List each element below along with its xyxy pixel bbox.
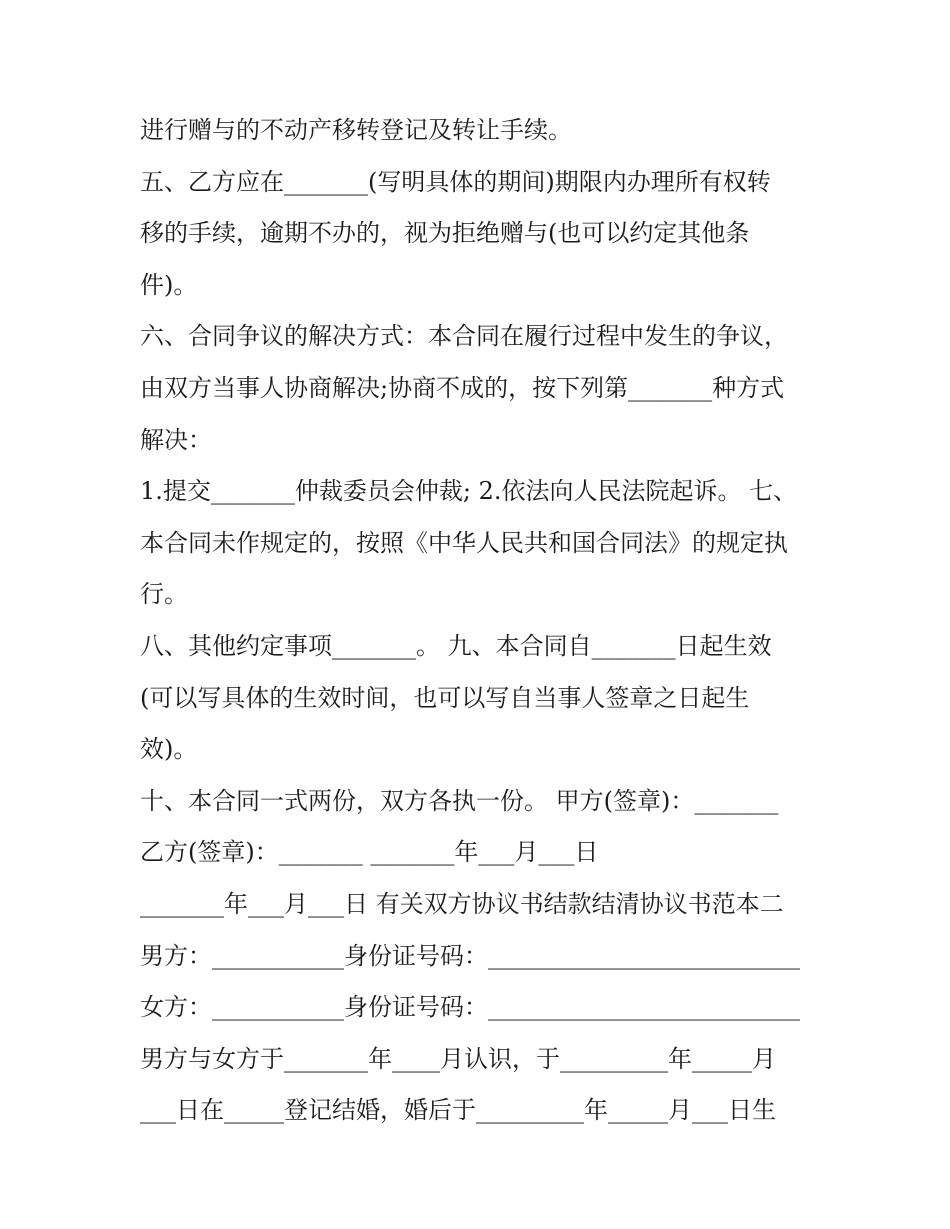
text-line: 1.提交_______仲裁委员会仲裁; 2.依法向人民法院起诉。 七、 [140,477,798,506]
text-line: 六、合同争议的解决方式：本合同在履行过程中发生的争议， [140,322,788,351]
text-line: 件)。 [140,270,198,299]
document-body [140,108,820,1140]
text-line: 本合同未作规定的，按照《中华人民共和国合同法》的规定执 [140,528,788,557]
text-line: 由双方当事人协商解决;协商不成的，按下列第_______种方式 [140,373,785,402]
text-line: 女方：___________身份证号码：__________________________ [140,993,800,1022]
text-line: 效)。 [140,735,198,764]
text-line: 男方与女方于_______年____月认识，于_________年_____月 [140,1044,776,1073]
text-line: 男方：___________身份证号码：__________________________ [140,941,800,970]
text-line: _______年___月___日 有关双方协议书结款结清协议书范本二 [140,889,784,918]
text-line: 十、本合同一式两份，双方各执一份。 甲方(签章)：_______ [140,786,779,815]
text-line: 行。 [140,580,188,609]
text-line: 八、其他约定事项_______。 九、本合同自_______日起生效 [140,631,772,660]
text-line: 解决： [140,425,212,454]
text-line: 进行赠与的不动产移转登记及转让手续。 [140,116,572,144]
text-line: 五、乙方应在_______(写明具体的期间)期限内办理所有权转 [140,167,771,196]
text-line: (可以写具体的生效时间，也可以写自当事人签章之日起生 [140,683,750,712]
text-line: ___日在_____登记结婚，婚后于_________年_____月___日生 [140,1096,776,1125]
text-line: 移的手续，逾期不办的，视为拒绝赠与(也可以约定其他条 [140,219,750,248]
text-line: 乙方(签章)：_______ _______年___月___日 [140,838,599,867]
